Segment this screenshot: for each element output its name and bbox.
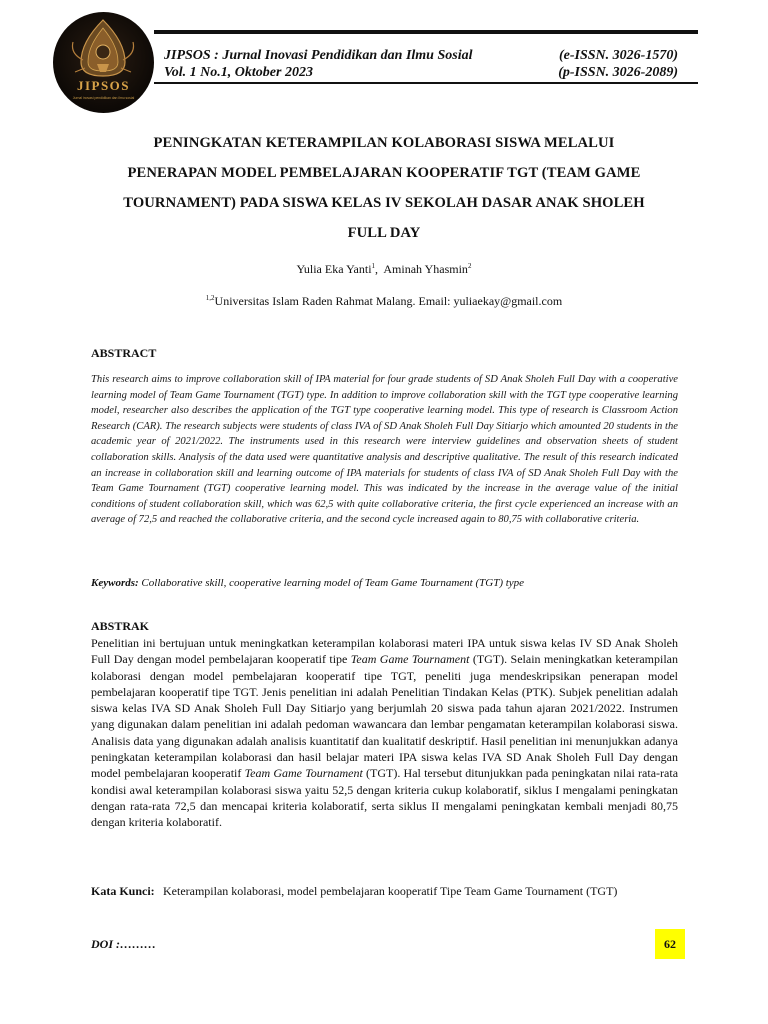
- abstrak-emphasis: Team Game Tournament: [244, 766, 363, 781]
- journal-volume: Vol. 1 No.1, Oktober 2023: [164, 65, 313, 80]
- journal-header-left: [164, 47, 472, 81]
- page-number: 62: [655, 929, 685, 959]
- abstrak-text: (TGT). Selain meningkatkan keterampilan kolaborasi dengan model pembelajaran kooperatif tipe TGT, peneliti juga mendeskripsikan penerapan model pembelajaran kooperatif tipe TGT. Jenis penelitian ini adalah Penelitian Tindakan Kelas (PTK). Subjek penelitian adalah siswa kelas IVA SD Anak Sholeh Full Day Sitiarjo yang berjumlah 20 siswa pada tahun ajaran 2021/2022. Instrumen yang digunakan dalam penelitian ini adalah pedoman wawancara dan lembar pengamatan keterampilan kolaborasi siswa. Analisis data yang digunakan adalah analisis kuantitatif dan kualitatif deskriptif. Hasil penelitian ini menunjukkan adanya peningkatan keterampilan kolaborasi dan hasil belajar materi IPA siswa kelas IVA SD Anak Sholeh Full Day dengan model pembelajaran kooperatif: [91, 652, 678, 781]
- kata-kunci-text: Keterampilan kolaborasi, model pembelajaran kooperatif Tipe Team Game Tournament (TGT): [163, 884, 618, 898]
- journal-header-right: [552, 47, 678, 81]
- title-line: TOURNAMENT) PADA SISWA KELAS IV SEKOLAH DASAR ANAK SHOLEH: [123, 195, 645, 211]
- kata-kunci-label: Kata Kunci:: [91, 884, 155, 898]
- abstract-heading: ABSTRACT: [91, 346, 157, 360]
- abstrak-heading: ABSTRAK: [91, 619, 150, 633]
- journal-name: JIPSOS : Jurnal Inovasi Pendidikan dan Ilmu Sosial: [164, 48, 473, 63]
- author-separator: ,: [375, 262, 384, 276]
- header-rule-bottom: [154, 82, 698, 84]
- author-affil-mark: 2: [467, 262, 472, 270]
- abstrak-text: (TGT). Hal tersebut ditunjukkan pada peningkatan nilai rata-rata kondisi awal keterampilan kolaborasi siswa yaitu 52,5 dengan kriteria cukup kolaboratif, siklus I mengalami peningkatan dengan rata-rata 72,5 dan mencapai kriteria kolaboratif, serta siklus II mengalami peningkatan kembali menjadi 80,75 dengan kriteria kolaboratif.: [91, 766, 679, 830]
- abstrak-emphasis: Team Game Tournament: [350, 652, 470, 667]
- keywords-label: Keywords:: [91, 577, 139, 589]
- journal-logo: [53, 12, 154, 113]
- doi-label: DOI :………: [91, 937, 156, 951]
- title-line: PENINGKATAN KETERAMPILAN KOLABORASI SISWA MELALUI: [153, 135, 615, 151]
- kata-kunci: [91, 883, 678, 900]
- logo-wordmark: JIPSOS: [76, 78, 131, 93]
- affiliation-text: Universitas Islam Raden Rahmat Malang. Email: yuliaekay@gmail.com: [214, 294, 563, 308]
- abstrak-text: Penelitian ini bertujuan untuk meningkatkan keterampilan kolaborasi materi IPA untuk siswa kelas IV SD Anak Sholeh Full Day dengan model pembelajaran kooperatif tipe: [91, 636, 678, 667]
- author-name: Aminah Yhasmin: [383, 262, 468, 276]
- abstract-body: This research aims to improve collaboration skill of IPA material for four grade students of SD Anak Sholeh Full Day with a cooperative learning model of Team Game Tournament (TGT) type. In addition to improve collaboration skill with the TGT type cooperative learning model, researcher also describes the application of the TGT type cooperative learning model. This type of research is Classroom Action Research (CAR). The research subjects were students of class IVA of SD Anak Sholeh Full Day Sitiarjo which amounted 20 students in the academic year of 2021/2022. The instruments used in this research were interview guidelines and observation sheets of student collaboration skills. Analysis of the data used were quantitative analysis and descriptive qualitative. The result of this research indicated an increase in collaboration skill and learning outcome of IPA materials for students of class IVA of SD Anak Sholeh Full Day with the Team Game Tournament (TGT) cooperative learning model. This was indicated by the increase in the average value of the initial conditions of student collaboration skill, which was 62,5 with quite collaborative criteria, the first cycle experienced an increase with an average of 72,5 and reached the collaborative criteria, and the second cycle increased again to 80,75 with collaborative criteria.: [91, 374, 678, 526]
- author-affil-mark: 1: [371, 262, 376, 270]
- eissn: (e-ISSN. 3026-1570): [559, 48, 678, 63]
- logo-tagline: Jurnal inovasi pendidikan dan ilmu sosial: [72, 96, 135, 100]
- abstrak-body: [91, 635, 678, 831]
- affiliation-mark: 1,2: [205, 294, 215, 302]
- keywords-text: Collaborative skill, cooperative learning model of Team Game Tournament (TGT) type: [138, 577, 525, 589]
- pissn: (p-ISSN. 3026-2089): [558, 65, 678, 80]
- title-line: PENERAPAN MODEL PEMBELAJARAN KOOPERATIF TGT (TEAM GAME: [127, 165, 641, 181]
- header-rule-top: [154, 30, 698, 34]
- title-line: FULL DAY: [347, 225, 421, 241]
- author-list: [0, 262, 768, 277]
- article-title: [92, 128, 676, 248]
- keywords: [91, 577, 678, 589]
- affiliation: [0, 294, 768, 309]
- author-name: Yulia Eka Yanti: [296, 262, 372, 276]
